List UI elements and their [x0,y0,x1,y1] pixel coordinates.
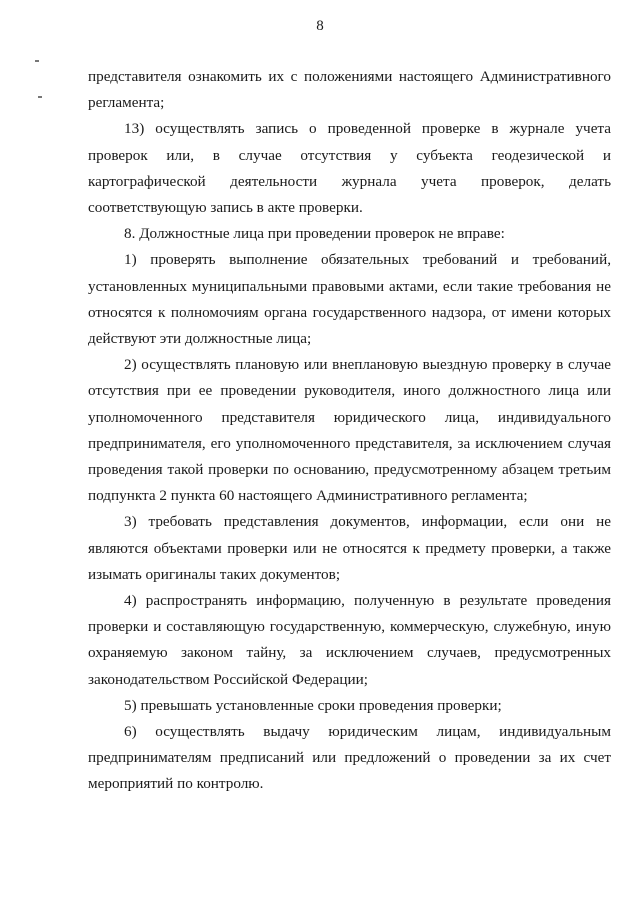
item-5: 5) превышать установленные сроки проведения проверки; [124,696,502,714]
page-number: 8 [316,18,324,34]
scan-mark [35,60,39,62]
item-3: 3) требовать представления документов, информации, если они не являются объектами проверки или не относятся к предмету проверки, а также изымать оригиналы таких документов; [88,513,611,583]
item-13: 13) осуществлять запись о проведенной проверке в журнале учета проверок или, в случае отсутствия у субъекта геодезической и картографической деятельности журнала учета проверок, делать соответствующую запись в акте проверки. [88,120,611,217]
scan-mark [38,96,42,98]
paragraph-continuation: представителя ознакомить их с положениями настоящего Административного регламента; [88,68,611,112]
item-1: 1) проверять выполнение обязательных требований и требований, установленных муниципальными правовыми актами, если такие требования не относятся к полномочиям органа государственного надзора, от имени которых действуют эти должностные лица; [88,251,611,348]
item-6: 6) осуществлять выдачу юридическим лицам, индивидуальным предпринимателям предписаний или предложений о проведении за их счет мероприятий по контролю. [88,723,611,793]
item-2: 2) осуществлять плановую или внеплановую выездную проверку в случае отсутствия при ее проведении руководителя, иного должностного лица или уполномоченного представителя юридического лица, индивидуального предпринимателя, его уполномоченного представителя, за исключением случая проведения такой проверки по основанию, предусмотренному абзацем третьим подпункта 2 пункта 60 настоящего Административного регламента; [88,356,611,505]
section-8-heading: 8. Должностные лица при проведении проверок не вправе: [124,225,505,243]
document-body [88,64,611,798]
item-4: 4) распространять информацию, полученную в результате проведения проверки и составляющую государственную, коммерческую, служебную, иную охраняемую законом тайну, за исключением случаев, предусмотренных законодательством Российской Федерации; [88,592,611,688]
